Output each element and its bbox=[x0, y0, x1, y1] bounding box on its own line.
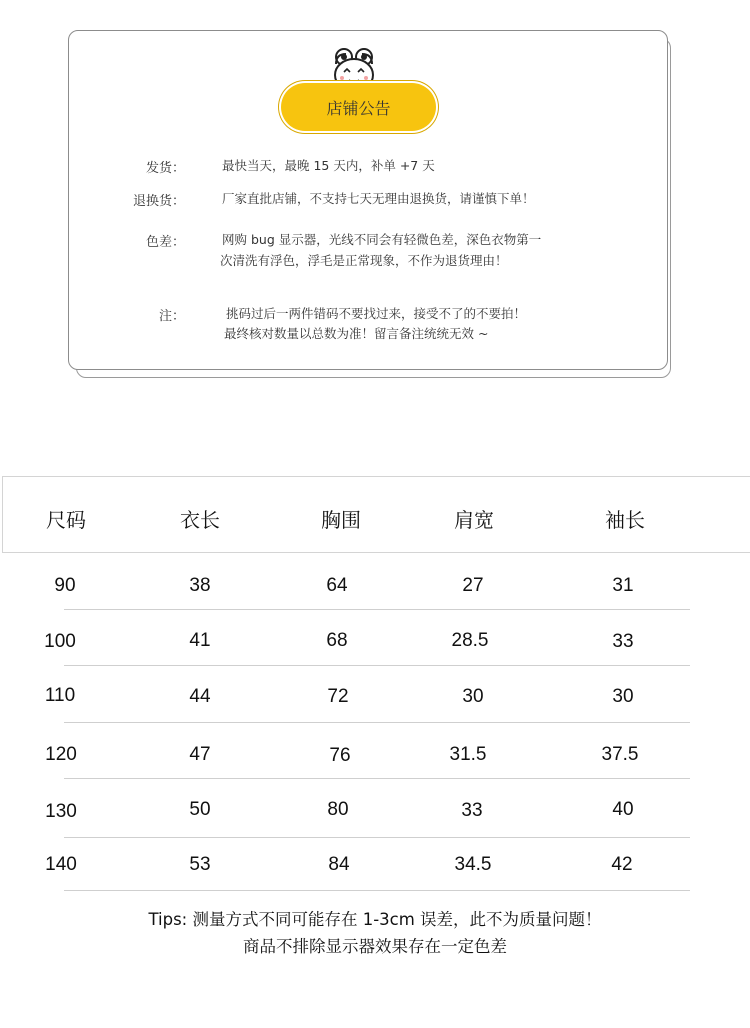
cell-size: 100 bbox=[44, 631, 76, 652]
cell-sleeve: 33 bbox=[612, 631, 634, 652]
return-text: 厂家直批店铺，不支持七天无理由退换货，请谨慎下单！ bbox=[222, 191, 535, 206]
cell-sleeve: 37.5 bbox=[601, 744, 639, 765]
cell-shoulder: 28.5 bbox=[451, 630, 489, 651]
cell-size: 90 bbox=[54, 575, 76, 596]
notice-title-badge bbox=[281, 83, 436, 131]
size-table-header bbox=[2, 476, 750, 553]
row-divider bbox=[64, 665, 690, 666]
cell-sleeve: 42 bbox=[611, 854, 633, 875]
cell-chest: 84 bbox=[328, 854, 350, 875]
tips-line-2: 商品不排除显示器效果存在一定色差 bbox=[243, 937, 507, 956]
tips-line-1: Tips: 测量方式不同可能存在 1-3cm 误差，此不为质量问题！ bbox=[148, 910, 602, 929]
cell-sleeve: 31 bbox=[612, 575, 634, 596]
row-divider bbox=[64, 778, 690, 779]
cell-length: 41 bbox=[189, 630, 211, 651]
cell-sleeve: 30 bbox=[612, 686, 634, 707]
row-divider bbox=[64, 890, 690, 891]
color-diff-text-2: 次清洗有浮色，浮毛是正常现象，不作为退货理由！ bbox=[220, 253, 508, 268]
shipping-text: 最快当天，最晚 15 天内，补单 +7 天 bbox=[222, 158, 435, 173]
header-sleeve: 袖长 bbox=[605, 508, 645, 532]
notice-title: 店铺公告 bbox=[326, 98, 391, 118]
cell-chest: 68 bbox=[326, 630, 348, 651]
cell-chest: 76 bbox=[329, 745, 351, 766]
row-divider bbox=[64, 837, 690, 838]
cell-length: 44 bbox=[189, 686, 211, 707]
cell-shoulder: 33 bbox=[461, 800, 483, 821]
note-text-1: 挑码过后一两件错码不要找过来，接受不了的不要拍！ bbox=[226, 306, 527, 321]
row-divider bbox=[64, 609, 690, 610]
header-shoulder: 肩宽 bbox=[454, 508, 494, 532]
cell-length: 38 bbox=[189, 575, 211, 596]
return-label: 退换货： bbox=[132, 194, 185, 209]
cell-shoulder: 31.5 bbox=[449, 744, 487, 765]
cell-shoulder: 30 bbox=[462, 686, 484, 707]
cell-length: 47 bbox=[189, 744, 211, 765]
color-diff-label: 色差： bbox=[145, 235, 185, 250]
header-size: 尺码 bbox=[46, 508, 86, 532]
header-chest: 胸围 bbox=[321, 508, 361, 532]
note-text-2: 最终核对数量以总数为准！留言备注统统无效 ~ bbox=[224, 326, 489, 341]
header-length: 衣长 bbox=[180, 508, 220, 532]
cell-chest: 64 bbox=[326, 575, 348, 596]
note-label: 注： bbox=[158, 309, 185, 324]
cell-shoulder: 34.5 bbox=[454, 854, 492, 875]
color-diff-text-1: 网购 bug 显示器，光线不同会有轻微色差，深色衣物第一 bbox=[222, 232, 542, 247]
cell-length: 50 bbox=[189, 799, 211, 820]
cell-length: 53 bbox=[189, 854, 211, 875]
cell-shoulder: 27 bbox=[462, 575, 484, 596]
cell-chest: 72 bbox=[327, 686, 349, 707]
cell-size: 140 bbox=[45, 854, 77, 875]
shipping-label: 发货： bbox=[145, 161, 185, 176]
cell-size: 120 bbox=[45, 744, 77, 765]
cell-size: 130 bbox=[45, 801, 77, 822]
cell-size: 110 bbox=[44, 685, 76, 706]
cell-chest: 80 bbox=[327, 799, 349, 820]
row-divider bbox=[64, 722, 690, 723]
cell-sleeve: 40 bbox=[612, 799, 634, 820]
